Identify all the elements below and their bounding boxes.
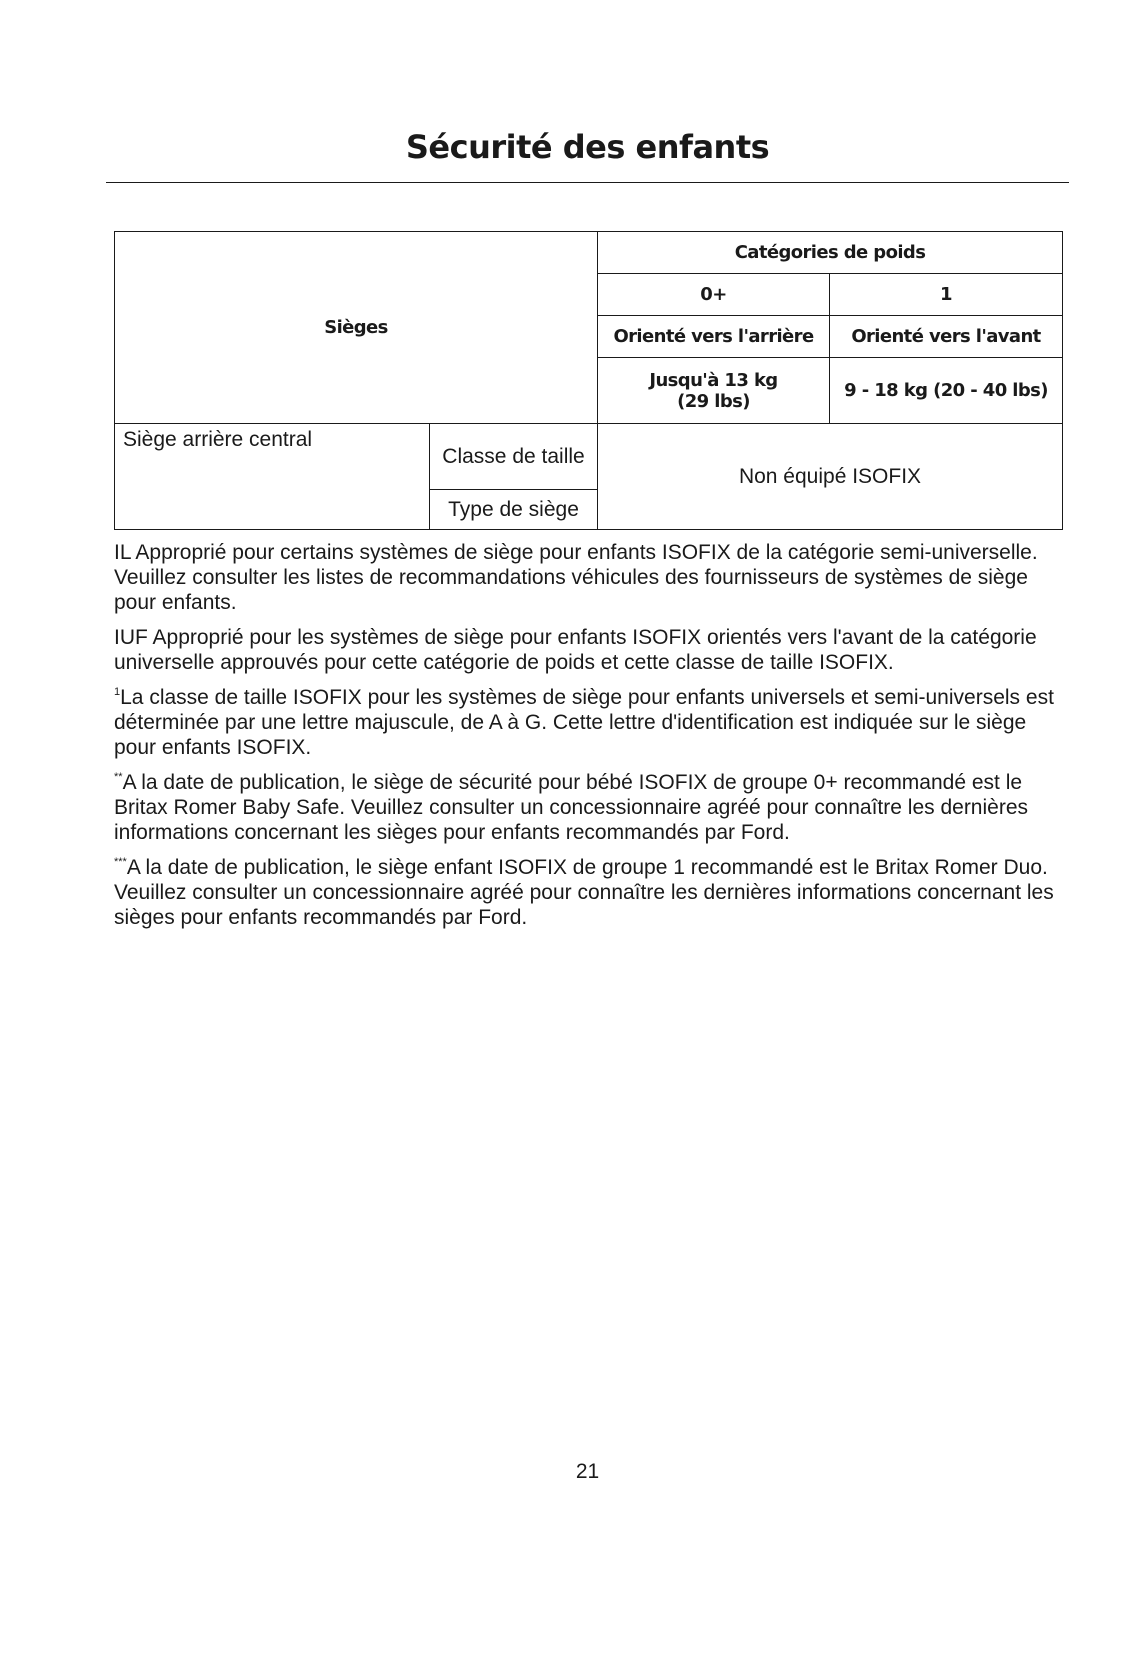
footnotes: [114, 540, 1069, 940]
note-text: A la date de publication, le siège de sécurité pour bébé ISOFIX de groupe 0+ recommandé est le Britax Romer Baby Safe. Veuillez consulter un concessionnaire agréé pour connaître les dernières informations concernant les sièges pour enfants recommandés par Ford.: [114, 771, 1029, 844]
group-0plus-header: 0+: [598, 274, 830, 316]
orientation-0plus-header: Orienté vers l'arrière: [598, 316, 830, 358]
note-marker: **: [114, 771, 123, 783]
seat-type-cell: Type de siège: [430, 490, 598, 530]
note-group-0plus: [114, 770, 1069, 845]
weight-0plus-header: [598, 358, 830, 424]
title-divider: [106, 182, 1069, 183]
note-text: IL Approprié pour certains systèmes de siège pour enfants ISOFIX de la catégorie semi-universelle. Veuillez consulter les listes de recommandations véhicules des fournisseurs de systèmes de siège pour enfants.: [114, 541, 1038, 614]
weight-0plus-line2: (29 lbs): [677, 390, 750, 412]
orientation-1-header: Orienté vers l'avant: [830, 316, 1063, 358]
size-class-cell: Classe de taille: [430, 424, 598, 490]
note-marker: ***: [114, 856, 127, 868]
note-text: IUF Approprié pour les systèmes de siège pour enfants ISOFIX orientés vers l'avant de la catégorie universelle approuvés pour cette catégorie de poids et cette classe de taille ISOFIX.: [114, 626, 1037, 674]
seats-header: Sièges: [115, 232, 598, 424]
note-size-class: [114, 685, 1069, 760]
note-text: La classe de taille ISOFIX pour les systèmes de siège pour enfants universels et semi-universels est déterminée par une lettre majuscule, de A à G. Cette lettre d'identification est indiquée sur le siège pour enfants ISOFIX.: [114, 686, 1054, 759]
note-iuf: [114, 625, 1069, 675]
isofix-seat-table: [114, 231, 1063, 530]
weight-1-header: 9 - 18 kg (20 - 40 lbs): [830, 358, 1063, 424]
note-text: A la date de publication, le siège enfant ISOFIX de groupe 1 recommandé est le Britax Romer Duo. Veuillez consulter un concessionnaire agréé pour connaître les dernières informations concernant les sièges pour enfants recommandés par Ford.: [114, 856, 1054, 929]
seat-name-cell: Siège arrière central: [115, 424, 430, 530]
group-1-header: 1: [830, 274, 1063, 316]
isofix-value-cell: Non équipé ISOFIX: [598, 424, 1063, 530]
weight-0plus-line1: Jusqu'à 13 kg: [649, 369, 778, 391]
note-group-1: [114, 855, 1069, 930]
weight-categories-header: Catégories de poids: [598, 232, 1063, 274]
page-title: Sécurité des enfants: [405, 128, 770, 166]
note-il: [114, 540, 1069, 615]
note-marker: 1: [114, 686, 121, 698]
page-number: 21: [575, 1460, 600, 1483]
